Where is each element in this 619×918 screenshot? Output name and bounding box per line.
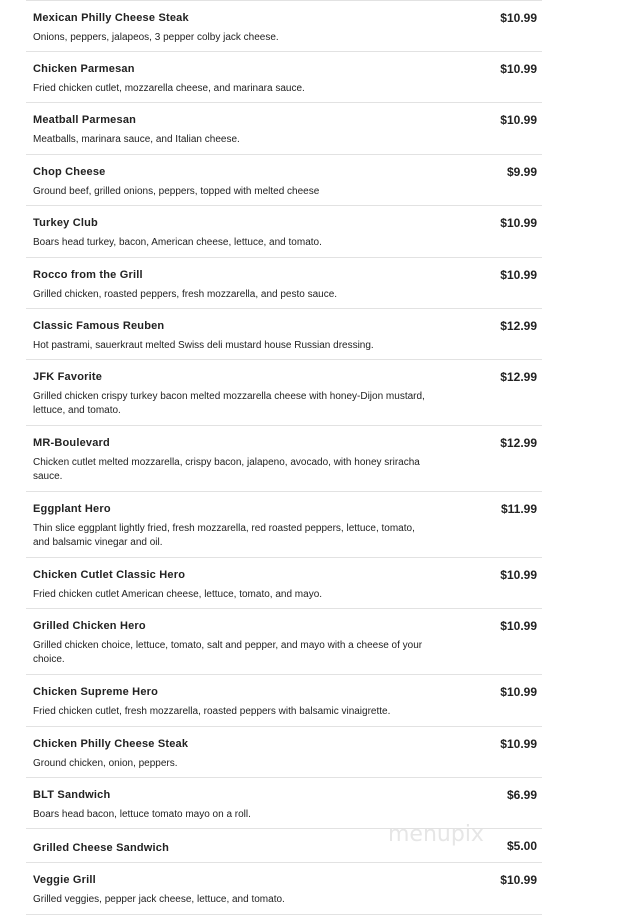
item-price: $11.99 <box>500 502 537 516</box>
item-name: Rocco from the Grill <box>33 269 143 281</box>
menu-item[interactable] <box>26 1 542 52</box>
item-name: Chicken Parmesan <box>33 63 135 75</box>
item-description: Grilled chicken crispy turkey bacon melted mozzarella cheese with honey-Dijon mustard, lettuce, and tomato. <box>33 391 425 416</box>
item-name: JFK Favorite <box>33 371 103 383</box>
item-price: $12.99 <box>500 319 537 333</box>
item-price: $10.99 <box>500 113 537 127</box>
menu-item[interactable] <box>26 609 542 675</box>
item-description: Boars head bacon, lettuce tomato mayo on a roll. <box>33 809 251 820</box>
item-description: Ground chicken, onion, peppers. <box>33 758 178 769</box>
menu-item[interactable] <box>26 558 542 609</box>
item-name: Classic Famous Reuben <box>33 320 165 332</box>
item-name: Chicken Cutlet Classic Hero <box>33 569 186 581</box>
item-description: Grilled chicken, roasted peppers, fresh mozzarella, and pesto sauce. <box>33 289 338 300</box>
item-price: $5.00 <box>506 839 537 853</box>
item-description: Meatballs, marinara sauce, and Italian cheese. <box>33 134 240 145</box>
item-description: Boars head turkey, bacon, American cheese, lettuce, and tomato. <box>33 237 322 248</box>
item-description: Ground beef, grilled onions, peppers, topped with melted cheese <box>33 186 320 197</box>
item-name: Mexican Philly Cheese Steak <box>33 12 189 24</box>
item-price: $10.99 <box>500 873 537 887</box>
menu-item[interactable] <box>26 360 542 426</box>
item-price: $10.99 <box>500 568 537 582</box>
menu-item[interactable] <box>26 863 542 915</box>
item-description: Chicken cutlet melted mozzarella, crispy bacon, jalapeno, avocado, with honey sriracha sauce. <box>33 457 420 482</box>
item-price: $10.99 <box>500 619 537 633</box>
menu-item[interactable] <box>26 52 542 103</box>
item-description: Hot pastrami, sauerkraut melted Swiss deli mustard house Russian dressing. <box>33 340 374 351</box>
item-name: Veggie Grill <box>33 874 96 886</box>
item-name: Grilled Cheese Sandwich <box>33 842 170 854</box>
item-name: BLT Sandwich <box>33 789 111 801</box>
item-name: Chicken Supreme Hero <box>33 686 159 698</box>
item-description: Fried chicken cutlet American cheese, lettuce, tomato, and mayo. <box>33 589 323 600</box>
item-description: Fried chicken cutlet, fresh mozzarella, roasted peppers with balsamic vinaigrette. <box>33 706 391 717</box>
menu-item[interactable] <box>26 492 542 558</box>
item-description: Grilled veggies, pepper jack cheese, lettuce, and tomato. <box>33 894 285 905</box>
item-price: $9.99 <box>506 165 537 179</box>
menu-item[interactable] <box>26 309 542 360</box>
item-description: Fried chicken cutlet, mozzarella cheese, and marinara sauce. <box>33 83 305 94</box>
item-name: MR-Boulevard <box>33 437 110 449</box>
menu-item[interactable] <box>26 206 542 258</box>
item-name: Turkey Club <box>33 217 98 229</box>
item-price: $10.99 <box>500 62 537 76</box>
menu-item[interactable] <box>26 727 542 778</box>
menu-item[interactable] <box>26 675 542 727</box>
item-description: Thin slice eggplant lightly fried, fresh mozzarella, red roasted peppers, lettuce, tomato, and balsamic vinegar and oil. <box>33 523 415 548</box>
item-name: Chicken Philly Cheese Steak <box>33 738 189 750</box>
item-name: Eggplant Hero <box>33 503 111 515</box>
item-price: $12.99 <box>500 370 537 384</box>
item-price: $10.99 <box>500 737 537 751</box>
menu-item[interactable] <box>26 258 542 309</box>
menu-item[interactable] <box>26 103 542 155</box>
item-price: $12.99 <box>500 436 537 450</box>
item-price: $10.99 <box>500 216 537 230</box>
item-price: $10.99 <box>500 268 537 282</box>
item-description: Onions, peppers, jalapeos, 3 pepper colby jack cheese. <box>33 32 279 43</box>
menu-item[interactable] <box>26 426 542 492</box>
item-name: Meatball Parmesan <box>33 114 137 126</box>
menu-list <box>26 0 542 915</box>
item-price: $6.99 <box>506 788 537 802</box>
item-price: $10.99 <box>500 685 537 699</box>
menupix-watermark: menupix <box>388 822 484 847</box>
menu-item[interactable] <box>26 155 542 206</box>
item-description: Grilled chicken choice, lettuce, tomato, salt and pepper, and mayo with a cheese of your choice. <box>33 640 423 665</box>
item-name: Grilled Chicken Hero <box>33 620 146 632</box>
item-name: Chop Cheese <box>33 166 106 178</box>
item-price: $10.99 <box>500 11 537 25</box>
